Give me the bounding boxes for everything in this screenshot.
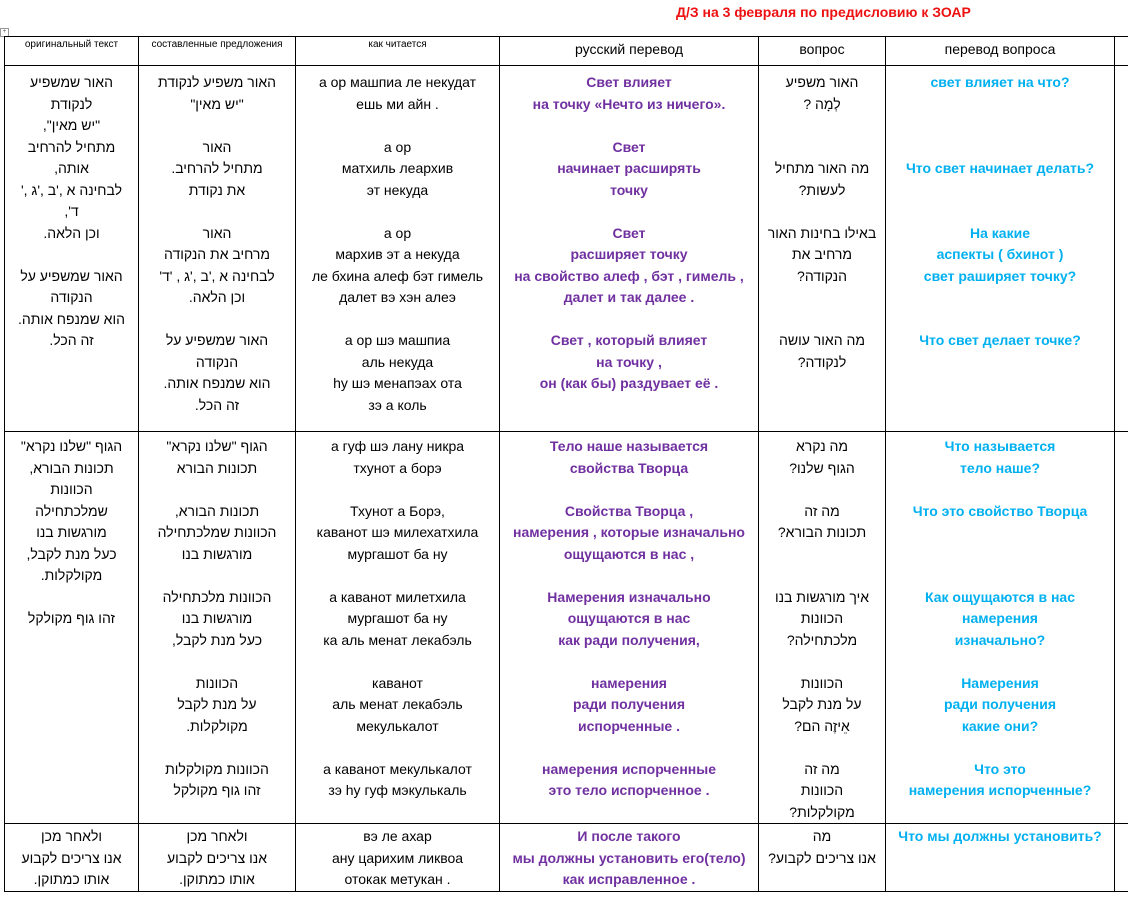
cell-line: На какие [970,224,1030,241]
cell-line: מקולקלות. [40,567,103,583]
cell-question-translation[interactable] [886,66,1115,432]
cell-extra[interactable] [1115,824,1128,892]
cell-line: Свет [612,138,646,155]
cell-line: הכוונות מקולקלות [165,760,269,777]
cell-line: אותו כמתוקן. [179,871,255,887]
cell-line: свет влияет на что? [930,74,1070,90]
cell-reading[interactable] [296,824,500,892]
cell-line: תכונות הבורא? [777,524,867,540]
cell-line: а каванот милетхила [329,588,466,605]
cell-line: тело наше? [959,459,1041,476]
cell-line: הוא שמנפח אותה. [18,310,125,327]
cell-line: hу шэ менапэах ота [333,375,462,391]
cell-line: какие они? [961,717,1039,734]
cell-line: Что это свойство Творца [912,502,1088,519]
cell-line [761,137,883,159]
cell-line: זה הכל. [194,396,240,413]
cell-line: он (как бы) раздувает её . [539,375,719,391]
cell-translation[interactable] [500,432,759,824]
cell-line: אנו צריכים לקבוע [166,849,268,866]
cell-line: לנקודת [50,95,93,112]
cell-line: Свойства Творца , [564,502,694,519]
cell-line: על מנת לקבל [782,696,862,712]
cell-line: מרחיב את הנקודה [163,246,271,262]
cell-line: Как ощущаются в нас [925,588,1075,605]
cell-line: מקולקלות. [186,717,248,734]
cell-line: ану царихим ликвоа [331,849,464,866]
cell-line: הנקודה [195,353,239,370]
cell-line: הנקודה [50,289,93,305]
cell-line: Намерения изначально [547,588,711,605]
cell-line: ד', [64,203,79,219]
cell-line: לבחינה א ,'ב ,'ג ,' [20,181,122,198]
cell-line: הכוונות [800,610,844,626]
cell-line: намерения [591,674,667,691]
cell-line [298,115,497,137]
cell-line: а ор [383,224,412,241]
cell-line: каванот шэ милехатхила [316,524,479,540]
cell-line [502,651,756,673]
cell-line: מה האור עושה [779,332,865,348]
cell-line: зэ а коль [368,396,427,413]
cell-line: הכוונות [800,674,844,691]
cell-line: אנו צריכים לקבוע [21,849,122,866]
cell-line: далет и так далее . [563,289,695,305]
cell-line [761,737,883,759]
cell-line: הכוונות [195,674,239,691]
cell-line: на свойство алеф , бэт , гимель , [514,267,744,284]
cell-line: איך מורגשות בנו [774,588,870,605]
cell-translation[interactable] [500,824,759,892]
cell-line: вэ ле ахар [363,828,432,844]
cell-line: свет раширяет точку? [923,267,1077,284]
cell-line: האור שמשפיע על [165,332,269,348]
cell-question-translation[interactable] [886,432,1115,824]
cell-line [298,651,497,673]
cell-line: мекулькалот [356,717,439,734]
page-title: Д/З на 3 февраля по предисловию к ЗОАР [676,4,971,20]
cell-line: "יש מאין", [42,117,101,133]
cell-line: ради получения [572,696,686,712]
cell-line [761,201,883,223]
cell-line: матхиль леархив [341,160,454,176]
cell-line: תכונות הבורא [176,459,258,476]
cell-line: מורגשות בנו [36,524,107,540]
cell-line: לנקודה? [797,353,847,370]
cell-line: это тело испорченное . [548,782,710,798]
cell-line [888,479,1112,501]
cell-line: эт некуда [366,181,429,198]
table-row [5,824,1128,892]
cell-line: Свет влияет [586,74,672,90]
cell-line [298,309,497,331]
cell-line: свойства Творца [569,459,689,476]
cell-line: לעשות? [798,181,846,198]
cell-line: на точку «Нечто из ничего». [532,95,726,112]
cell-line [502,115,756,137]
cell-line: מלכתחילה? [786,631,858,648]
cell-extra[interactable] [1115,66,1128,432]
cell-line [298,479,497,501]
cell-line: ешь ми айн . [356,95,439,112]
cell-line [761,479,883,501]
cell-line [761,651,883,673]
cell-question[interactable] [759,824,886,892]
cell-line: על מנת לקבל [177,696,257,712]
cell-line: "יש מאין" [190,95,244,112]
cell-line [888,544,1112,566]
cell-original[interactable] [5,66,139,432]
cell-line: отокак метукан . [344,871,451,887]
cell-line: האור משפיע לנקודת [157,74,277,90]
cell-line [888,522,1112,544]
table-row [5,66,1128,432]
cell-line: הכוונות מלכתחילה [162,588,272,605]
cell-line: а гуф шэ лану никра [330,438,465,454]
cell-line [888,309,1112,331]
cell-line: мы должны установить его(тело) [512,849,746,866]
header-reading: как читается [296,37,500,66]
cell-line: а ор шэ машпиа [344,332,451,348]
cell-composed[interactable] [139,66,296,432]
header-translation: русский перевод [500,37,759,66]
cell-line: האור שמשפיע [30,74,113,90]
document-header [0,4,1128,26]
cell-translation[interactable] [500,66,759,432]
cell-line [761,565,883,587]
cell-line: аль некуда [361,353,434,370]
cell-line [298,201,497,223]
cell-original[interactable] [5,824,139,892]
cell-line: מה [812,828,832,844]
cell-line: Тхунот а Борэ, [350,502,445,519]
cell-line: מקולקלות? [789,803,855,820]
cell-line: намерения , которые изначально [513,524,745,540]
cell-line [761,544,883,566]
cell-line: как исправленное . [562,871,696,887]
cell-line: תכונות הבורא, [29,459,114,476]
cell-line: מרחיב את [792,246,852,262]
cell-line: намерения испорченные? [908,782,1092,798]
cell-line [888,565,1112,587]
cell-line [888,115,1112,137]
cell-line: Что свет начинает делать? [905,160,1095,176]
cell-line: ולאחר מכן [40,828,103,844]
cell-line: את נקודת [188,181,246,198]
cell-line [298,737,497,759]
table-header-row [5,37,1128,66]
cell-line: а ор [383,138,412,155]
cell-line: изначально? [954,631,1046,648]
cell-line [502,201,756,223]
cell-line [761,115,883,137]
cell-line: начинает расширять [557,160,701,176]
cell-line: Что это [974,760,1026,777]
cell-line: זה הכל. [49,332,94,348]
cell-line: тхунот а борэ [353,459,442,476]
cell-line [888,180,1112,202]
cell-line [7,587,136,609]
cell-line: Что мы должны установить? [898,828,1102,844]
cell-line: מה נקרא [795,438,849,454]
cell-line [888,651,1112,673]
cell-line: באילו בחינות האור [767,224,877,241]
cell-line [888,737,1112,759]
cell-question-translation[interactable] [886,824,1115,892]
cell-extra[interactable] [1115,432,1128,824]
cell-line: הגוף "שלנו נקרא" [166,438,268,454]
header-extra-column [1115,37,1128,66]
cell-line: ולאחר מכן [186,828,248,844]
cell-line: מתחיל להרחיב [27,138,116,155]
cell-line [502,565,756,587]
cell-line: כעל מנת לקבל, [171,631,263,648]
cell-line: зэ hу гуф мэкулькаль [328,782,467,798]
cell-line [502,479,756,501]
cell-line: Свет [612,224,646,241]
cell-line: כעל מנת לקבל, [26,545,117,562]
cell-line: намерения испорченные [541,760,716,777]
cell-line: אותה, [54,160,89,176]
cell-line [141,115,293,137]
cell-line [502,309,756,331]
cell-line: ле бхина алеф бэт гимель [311,267,484,284]
cell-line: הנקודה? [797,267,847,284]
cell-line: תכונות הבורא, [174,502,260,519]
cell-line: далет вэ хэн алеэ [339,289,456,305]
cell-line: а ор машпиа ле некудат [318,74,477,90]
cell-line: מה זה [804,760,840,777]
cell-line: ради получения [943,696,1057,712]
cell-line: мургашот ба ну [347,610,448,626]
cell-line: Что свет делает точке? [919,332,1081,348]
header-original-text: оригинальный текст [5,37,139,66]
table-row [5,432,1128,824]
cell-line [141,309,293,331]
cell-line: на точку , [596,353,662,370]
cell-line: а каванот мекулькалот [323,760,472,777]
cell-line: לְמָה ? [803,95,841,112]
table-move-handle-icon[interactable]: + [0,28,9,37]
cell-line: האור [202,138,232,155]
cell-line: מורגשות בנו [181,610,253,626]
cell-reading[interactable] [296,66,500,432]
cell-line [141,201,293,223]
cell-composed[interactable] [139,824,296,892]
cell-line [888,137,1112,159]
cell-line: И после такого [577,828,681,844]
cell-line: намерения [962,610,1038,626]
cell-reading[interactable] [296,432,500,824]
cell-line: каванот [372,674,423,691]
cell-line: זהו גוף מקולקל [27,610,116,626]
header-question: вопрос [759,37,886,66]
cell-line [761,309,883,331]
cell-line [888,287,1112,309]
cell-line: аспекты ( бхинот ) [936,246,1064,262]
cell-line: מתחיל להרחיב. [171,160,263,176]
cell-line: точку [610,181,648,198]
cell-line: הכוונות שמלכתחילה [157,524,277,540]
cell-line: ощущаются в нас , [563,545,695,562]
cell-line: הכוונות [50,481,93,497]
cell-line [761,287,883,309]
cell-line: לבחינה א ,'ב ,'ג , 'ד' [159,267,275,284]
cell-line [141,651,293,673]
cell-line [7,244,136,266]
cell-line: Тело наше называется [549,438,709,454]
cell-line: ощущаются в нас [567,610,691,626]
cell-line [141,479,293,501]
cell-line: האור משפיע [785,74,859,90]
cell-line [298,565,497,587]
cell-line [888,201,1112,223]
cell-line: испорченные . [578,717,680,734]
cell-line: הוא שמנפח אותה. [163,375,271,391]
cell-line: הגוף שלנו? [789,459,855,476]
cell-line: Намерения [961,674,1039,691]
cell-line: аль менат лекабэль [332,696,463,712]
cell-original[interactable] [5,432,139,824]
cell-line: הגוף "שלנו נקרא" [20,438,123,454]
homework-table [4,36,1128,892]
header-question-translation: перевод вопроса [886,37,1115,66]
cell-question[interactable] [759,432,886,824]
cell-line: מה זה [804,502,840,519]
cell-line: האור שמשפיע על [20,267,123,284]
cell-line [888,94,1112,116]
cell-line: וכן הלאה. [188,289,246,305]
cell-composed[interactable] [139,432,296,824]
cell-line: האור [202,224,232,241]
header-composed-sentences: составленные предложения [139,37,296,66]
cell-line: мархив эт а некуда [335,246,460,262]
cell-line: וכן הלאה. [43,224,100,241]
cell-line: расширяет точку [570,246,688,262]
cell-line: Что называется [944,438,1056,454]
cell-line: שמלכתחילה [35,502,108,519]
cell-line [141,565,293,587]
cell-question[interactable] [759,66,886,432]
cell-line: הכוונות [800,782,844,798]
cell-line: как ради получения, [558,631,700,648]
cell-line: מה האור מתחיל [774,160,870,176]
cell-line: Свет , который влияет [550,332,708,348]
cell-line [502,737,756,759]
cell-line: אנו צריכים לקבוע? [768,849,876,866]
cell-line: אֵיזֶה הם? [794,717,850,734]
cell-line: ка аль менат лекабэль [323,631,472,648]
cell-line: мургашот ба ну [347,545,448,562]
cell-line: מורגשות בנו [181,545,253,562]
cell-line: זהו גוף מקולקל [173,782,261,798]
cell-line: אותו כמתוקן. [33,871,110,887]
cell-line [141,737,293,759]
